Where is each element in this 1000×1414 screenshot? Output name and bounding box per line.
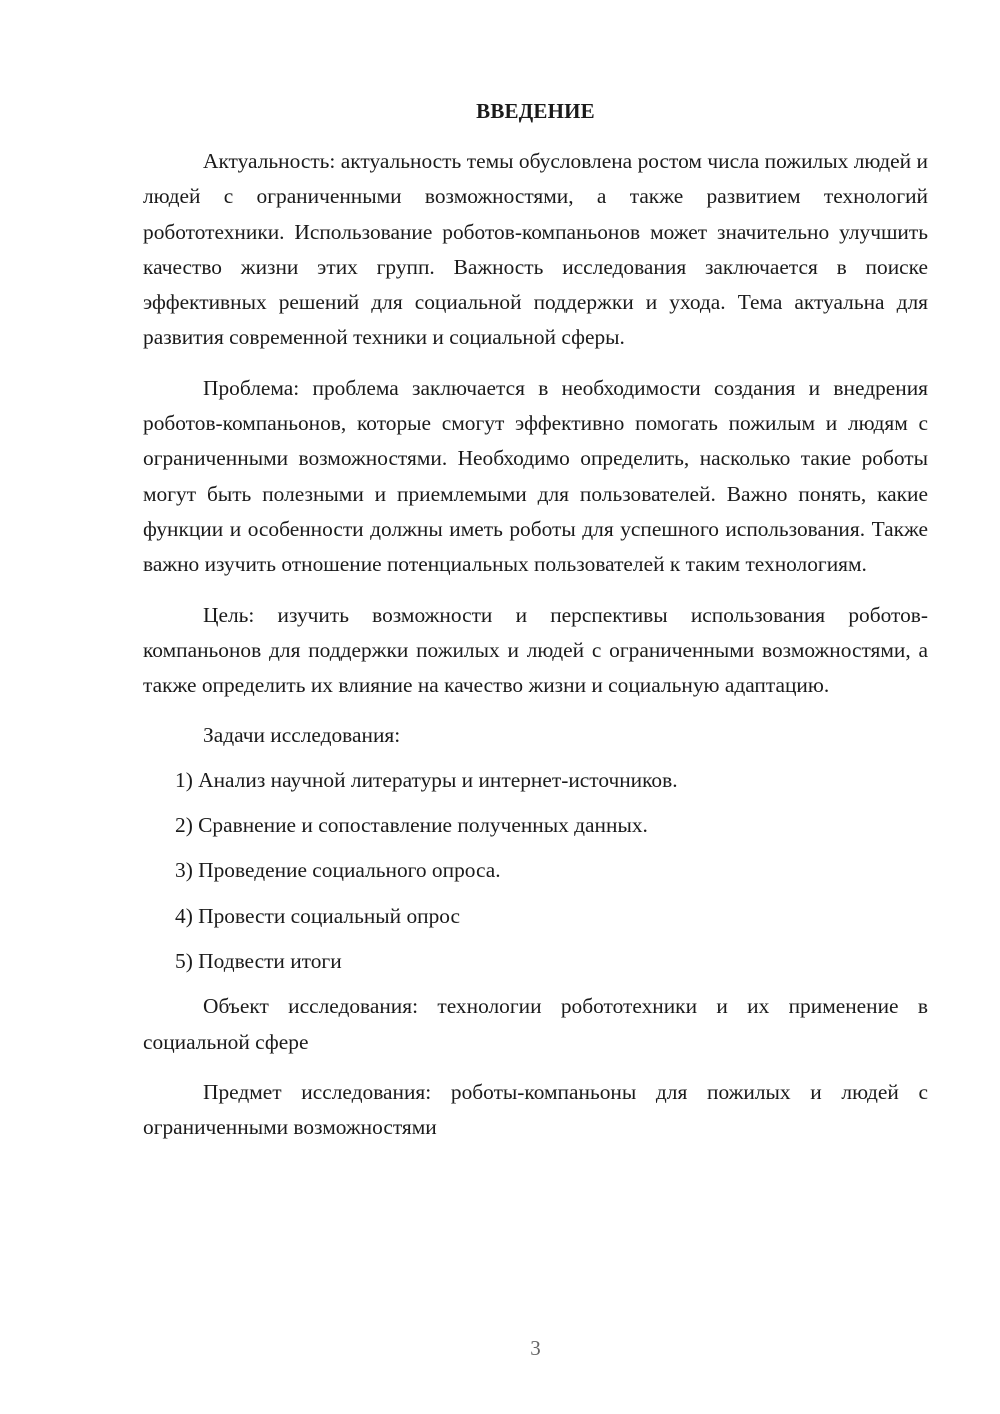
relevance-paragraph: Актуальность: актуальность темы обусловлена ростом числа пожилых людей и людей с ограниченными возможностями, а также развитием технологий робототехники. Использование роботов-компаньонов может значительно улучшить качество жизни этих групп. Важность исследования заключается в поиске эффективных решений для социальной поддержки и ухода. Тема актуальна для развития современной техники и социальной сферы. [143,149,928,350]
document-body [143,144,928,1160]
task-item: 3) Проведение социального опроса. [175,858,501,883]
tasks-heading: Задачи исследования: [203,723,401,748]
research-subject-paragraph: Предмет исследования: роботы-компаньоны для пожилых и людей с ограниченными возможностями [143,1079,928,1140]
goal-paragraph: Цель: изучить возможности и перспективы использования роботов-компаньонов для поддержки пожилых и людей с ограниченными возможностями, а также определить их влияние на качество жизни и социальную адаптацию. [143,602,928,698]
task-item: 2) Сравнение и сопоставление полученных данных. [175,813,648,838]
page-number: 3 [530,1336,541,1360]
document-page [143,0,928,1414]
task-item: 4) Провести социальный опрос [175,903,461,928]
tasks-list [143,763,928,979]
task-item: 5) Подвести итоги [175,948,342,973]
problem-paragraph: Проблема: проблема заключается в необходимости создания и внедрения роботов-компаньонов, которые смогут эффективно помогать пожилым и людям с ограниченными возможностями. Необходимо определить, насколько такие роботы могут быть полезными и приемлемыми для пользователей. Важно понять, какие функции и особенности должны иметь роботы для успешного использования. Также важно изучить отношение потенциальных пользователей к таким технологиям. [143,375,928,577]
page-title: ВВЕДЕНИЕ [476,99,595,123]
research-object-paragraph: Объект исследования: технологии робототехники и их применение в социальной сфере [143,994,928,1054]
task-item: 1) Анализ научной литературы и интернет-источников. [175,767,678,792]
